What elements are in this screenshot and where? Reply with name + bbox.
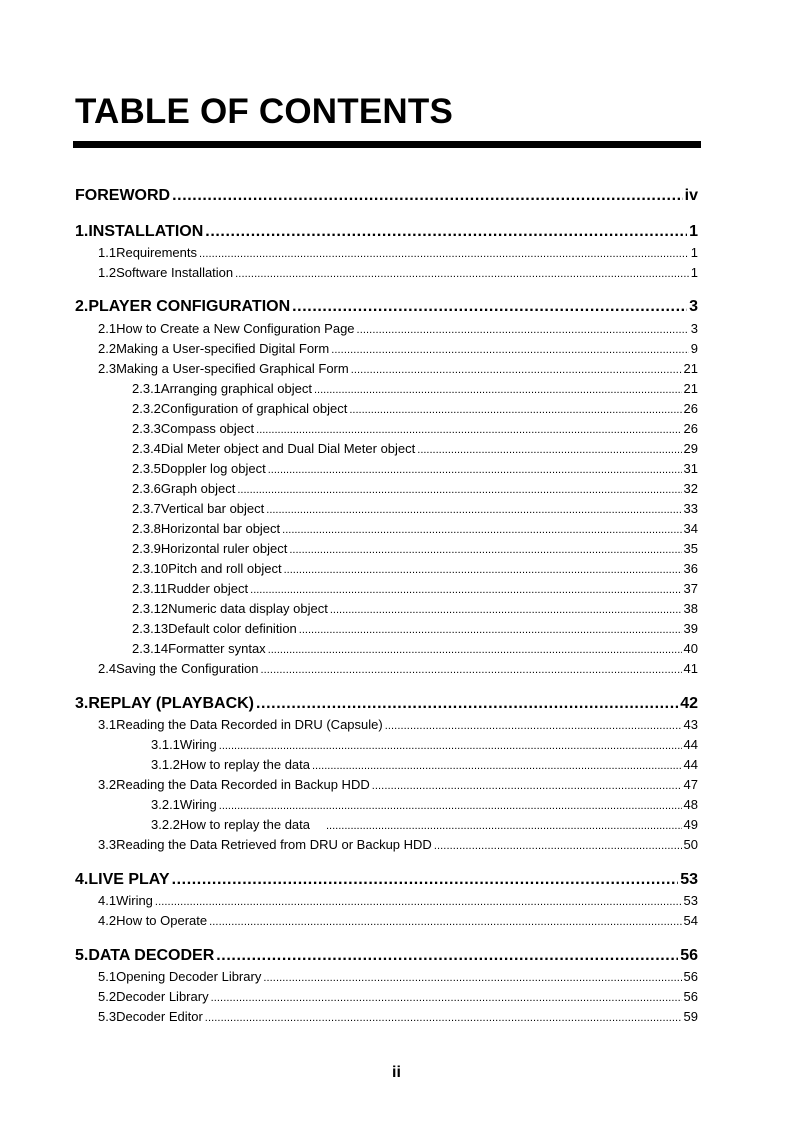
toc-number: 2.3.4	[132, 441, 161, 456]
dot-leader	[289, 544, 681, 556]
toc-label: DATA DECODER	[88, 947, 215, 964]
toc-entry-2-3-2[interactable]	[132, 401, 698, 416]
toc-page: 21	[683, 361, 698, 376]
toc-page: 21	[683, 381, 698, 396]
dot-leader	[292, 298, 687, 316]
dot-leader	[331, 344, 689, 356]
toc-page: 56	[683, 989, 698, 1004]
toc-entry-section-2-2[interactable]	[98, 341, 698, 356]
toc-entry-section-5-1[interactable]	[98, 969, 698, 984]
toc-label: Doppler log object	[160, 461, 266, 476]
toc-label: INSTALLATION	[88, 223, 204, 240]
toc-number: 4.2	[98, 913, 117, 928]
toc-label: FOREWORD	[75, 187, 171, 204]
toc-entry-section-2-1[interactable]	[98, 321, 698, 336]
toc-number: 3.3	[98, 837, 117, 852]
toc-label: How to replay the data	[179, 817, 310, 832]
dot-leader	[326, 820, 682, 832]
toc-page: 54	[683, 913, 698, 928]
toc-label: Wiring	[116, 893, 153, 908]
toc-page: 48	[683, 797, 698, 812]
toc-entry-section-1-2[interactable]	[98, 265, 698, 280]
toc-label: Default color definition	[168, 621, 297, 636]
dot-leader	[199, 248, 689, 260]
toc-number: 2.3.11	[132, 581, 168, 596]
toc-entry-section-4-1[interactable]	[98, 893, 698, 908]
toc-entry-section-3-3[interactable]	[98, 837, 698, 852]
toc-entry-section-1-1[interactable]	[98, 245, 698, 260]
toc-entry-section-5-2[interactable]	[98, 989, 698, 1004]
toc-label: Rudder object	[167, 581, 249, 596]
toc-label: How to Operate	[116, 913, 208, 928]
dot-leader	[349, 404, 681, 416]
toc-label: Numeric data display object	[168, 601, 328, 616]
toc-label: Horizontal bar object	[160, 521, 281, 536]
toc-label: Wiring	[179, 797, 217, 812]
toc-page: 43	[683, 717, 698, 732]
toc-entry-2-3-12[interactable]	[132, 601, 698, 616]
dot-leader	[256, 695, 678, 713]
toc-page: 32	[683, 481, 698, 496]
toc-number: 2.3	[98, 361, 117, 376]
toc-page: 1	[689, 223, 698, 240]
toc-number: 2.3.8	[132, 521, 161, 536]
dot-leader	[172, 187, 683, 205]
toc-number: 3.	[75, 695, 89, 712]
toc-number: 1.1	[98, 245, 117, 260]
toc-label: Software Installation	[116, 265, 234, 280]
toc-label: Arranging graphical object	[160, 381, 312, 396]
toc-page: 3	[689, 298, 698, 315]
toc-page: 50	[683, 837, 698, 852]
toc-number: 2.4	[98, 661, 117, 676]
toc-entry-2-3-6[interactable]	[132, 481, 698, 496]
toc-page: 44	[683, 757, 698, 772]
dot-leader	[268, 464, 682, 476]
toc-number: 2.1	[98, 321, 117, 336]
toc-label: Opening Decoder Library	[116, 969, 262, 984]
footer-page-number: ii	[392, 1064, 401, 1081]
toc-page: 41	[683, 661, 698, 676]
toc-number: 3.1	[98, 717, 117, 732]
dot-leader	[256, 424, 681, 436]
toc-label: Pitch and roll object	[168, 561, 282, 576]
toc-entry-2-3-14[interactable]	[132, 641, 698, 656]
toc-number: 2.3.1	[132, 381, 161, 396]
toc-entry-section-5-3[interactable]	[98, 1009, 698, 1024]
page-title: TABLE OF CONTENTS	[75, 92, 454, 131]
toc-label: Graph object	[160, 481, 236, 496]
dot-leader	[372, 780, 682, 792]
toc-page: 37	[683, 581, 698, 596]
toc-number: 4.	[75, 871, 89, 888]
toc-page: 9	[690, 341, 698, 356]
dot-leader	[330, 604, 682, 616]
toc-page: 40	[683, 641, 698, 656]
toc-page: 44	[683, 737, 698, 752]
dot-leader	[250, 584, 681, 596]
toc-entry-2-3-9[interactable]	[132, 541, 698, 556]
dot-leader	[266, 504, 681, 516]
toc-page: 26	[683, 401, 698, 416]
dot-leader	[312, 760, 682, 772]
toc-label: PLAYER CONFIGURATION	[88, 298, 291, 315]
toc-entry-2-3-7[interactable]	[132, 501, 698, 516]
toc-page: 39	[683, 621, 698, 636]
toc-entry-section-2-3[interactable]	[98, 361, 698, 376]
dot-leader	[209, 916, 681, 928]
dot-leader	[205, 1012, 682, 1024]
toc-number: 3.2.2	[151, 817, 180, 832]
toc-page: iv	[684, 187, 698, 204]
toc-page: 3	[690, 321, 698, 336]
toc-entry-3-2-1[interactable]	[151, 797, 698, 812]
toc-number: 2.2	[98, 341, 117, 356]
toc-label: Reading the Data Recorded in DRU (Capsule)	[116, 717, 383, 732]
dot-leader	[260, 664, 681, 676]
toc-entry-2-3-5[interactable]	[132, 461, 698, 476]
toc-entry-2-3-8[interactable]	[132, 521, 698, 536]
toc-entry-chapter-2[interactable]	[75, 298, 698, 316]
toc-page: 34	[683, 521, 698, 536]
dot-leader	[172, 871, 679, 889]
toc-number: 2.3.10	[132, 561, 169, 576]
toc-entry-chapter-1[interactable]	[75, 223, 698, 241]
toc-page: 56	[683, 969, 698, 984]
toc-label: Reading the Data Recorded in Backup HDD	[116, 777, 370, 792]
toc-label: Reading the Data Retrieved from DRU or Backup HDD	[116, 837, 432, 852]
dot-leader	[299, 624, 682, 636]
toc-number: 1.	[75, 223, 89, 240]
toc-label: Compass object	[160, 421, 255, 436]
toc-entry-section-4-2[interactable]	[98, 913, 698, 928]
toc-number: 2.3.5	[132, 461, 161, 476]
toc-number: 2.3.9	[132, 541, 161, 556]
toc-number: 2.3.12	[132, 601, 169, 616]
toc-number: 3.2	[98, 777, 117, 792]
toc-number: 3.2.1	[151, 797, 180, 812]
toc-number: 5.3	[98, 1009, 117, 1024]
toc-entry-foreword[interactable]	[75, 187, 698, 205]
dot-leader	[357, 324, 689, 336]
toc-label: Decoder Library	[116, 989, 209, 1004]
dot-leader	[235, 268, 689, 280]
dot-leader	[351, 364, 682, 376]
toc-number: 5.1	[98, 969, 117, 984]
toc-page: 26	[683, 421, 698, 436]
dot-leader	[434, 840, 682, 852]
toc-number: 2.3.2	[132, 401, 161, 416]
dot-leader	[284, 564, 682, 576]
toc-page: 59	[683, 1009, 698, 1024]
toc-label: Saving the Configuration	[116, 661, 259, 676]
toc-label: Horizontal ruler object	[160, 541, 288, 556]
toc-entry-3-1-1[interactable]	[151, 737, 698, 752]
toc-page: 38	[683, 601, 698, 616]
toc-page: 53	[683, 893, 698, 908]
toc-number: 2.3.6	[132, 481, 161, 496]
toc-entry-2-3-1[interactable]	[132, 381, 698, 396]
toc-page: 36	[683, 561, 698, 576]
toc-entry-chapter-3[interactable]	[75, 695, 698, 713]
toc-number: 2.3.13	[132, 621, 169, 636]
dot-leader	[385, 720, 682, 732]
toc-page: 1	[690, 245, 698, 260]
toc-entry-section-2-4[interactable]	[98, 661, 698, 676]
toc-label: How to replay the data	[179, 757, 310, 772]
toc-entry-section-3-2[interactable]	[98, 777, 698, 792]
dot-leader	[219, 740, 682, 752]
toc-entry-2-3-11[interactable]	[132, 581, 698, 596]
toc-entry-2-3-10[interactable]	[132, 561, 698, 576]
toc-page: 47	[683, 777, 698, 792]
toc-entry-2-3-3[interactable]	[132, 421, 698, 436]
toc-entry-2-3-4[interactable]	[132, 441, 698, 456]
toc-number: 5.2	[98, 989, 117, 1004]
toc-entry-3-1-2[interactable]	[151, 757, 698, 772]
toc-number: 5.	[75, 947, 89, 964]
toc-label: REPLAY (PLAYBACK)	[88, 695, 255, 712]
toc-number: 3.1.2	[151, 757, 180, 772]
toc-page: 31	[683, 461, 698, 476]
toc-label: LIVE PLAY	[88, 871, 170, 888]
toc-page: 33	[683, 501, 698, 516]
toc-page: 29	[683, 441, 698, 456]
toc-entry-3-2-2[interactable]	[151, 817, 698, 832]
dot-leader	[263, 972, 681, 984]
dot-leader	[417, 444, 681, 456]
toc-page: 35	[683, 541, 698, 556]
toc-entry-2-3-13[interactable]	[132, 621, 698, 636]
dot-leader	[268, 644, 682, 656]
toc-label: Making a User-specified Graphical Form	[116, 361, 349, 376]
toc-number: 3.1.1	[151, 737, 180, 752]
toc-label: Wiring	[179, 737, 217, 752]
toc-label: Formatter syntax	[168, 641, 266, 656]
toc-entry-chapter-4[interactable]	[75, 871, 698, 889]
toc-page: 1	[690, 265, 698, 280]
dot-leader	[282, 524, 681, 536]
toc-number: 2.3.14	[132, 641, 169, 656]
title-rule	[73, 141, 701, 148]
dot-leader	[211, 992, 682, 1004]
toc-entry-section-3-1[interactable]	[98, 717, 698, 732]
toc-label: Vertical bar object	[160, 501, 265, 516]
toc-label: Requirements	[116, 245, 198, 260]
dot-leader	[155, 896, 682, 908]
toc-page: 42	[680, 695, 698, 712]
toc-page: 56	[680, 947, 698, 964]
dot-leader	[219, 800, 682, 812]
toc-number: 4.1	[98, 893, 117, 908]
dot-leader	[314, 384, 682, 396]
dot-leader	[205, 223, 687, 241]
toc-label: Making a User-specified Digital Form	[116, 341, 330, 356]
toc-number: 1.2	[98, 265, 117, 280]
toc-label: Configuration of graphical object	[160, 401, 348, 416]
toc-number: 2.	[75, 298, 89, 315]
toc-label: Dial Meter object and Dual Dial Meter object	[160, 441, 416, 456]
toc-page: 53	[680, 871, 698, 888]
dot-leader	[216, 947, 678, 965]
toc-label: How to Create a New Configuration Page	[116, 321, 355, 336]
toc-page: 49	[683, 817, 698, 832]
toc-number: 2.3.3	[132, 421, 161, 436]
toc-entry-chapter-5[interactable]	[75, 947, 698, 965]
dot-leader	[237, 484, 681, 496]
toc-label: Decoder Editor	[116, 1009, 203, 1024]
toc-number: 2.3.7	[132, 501, 161, 516]
